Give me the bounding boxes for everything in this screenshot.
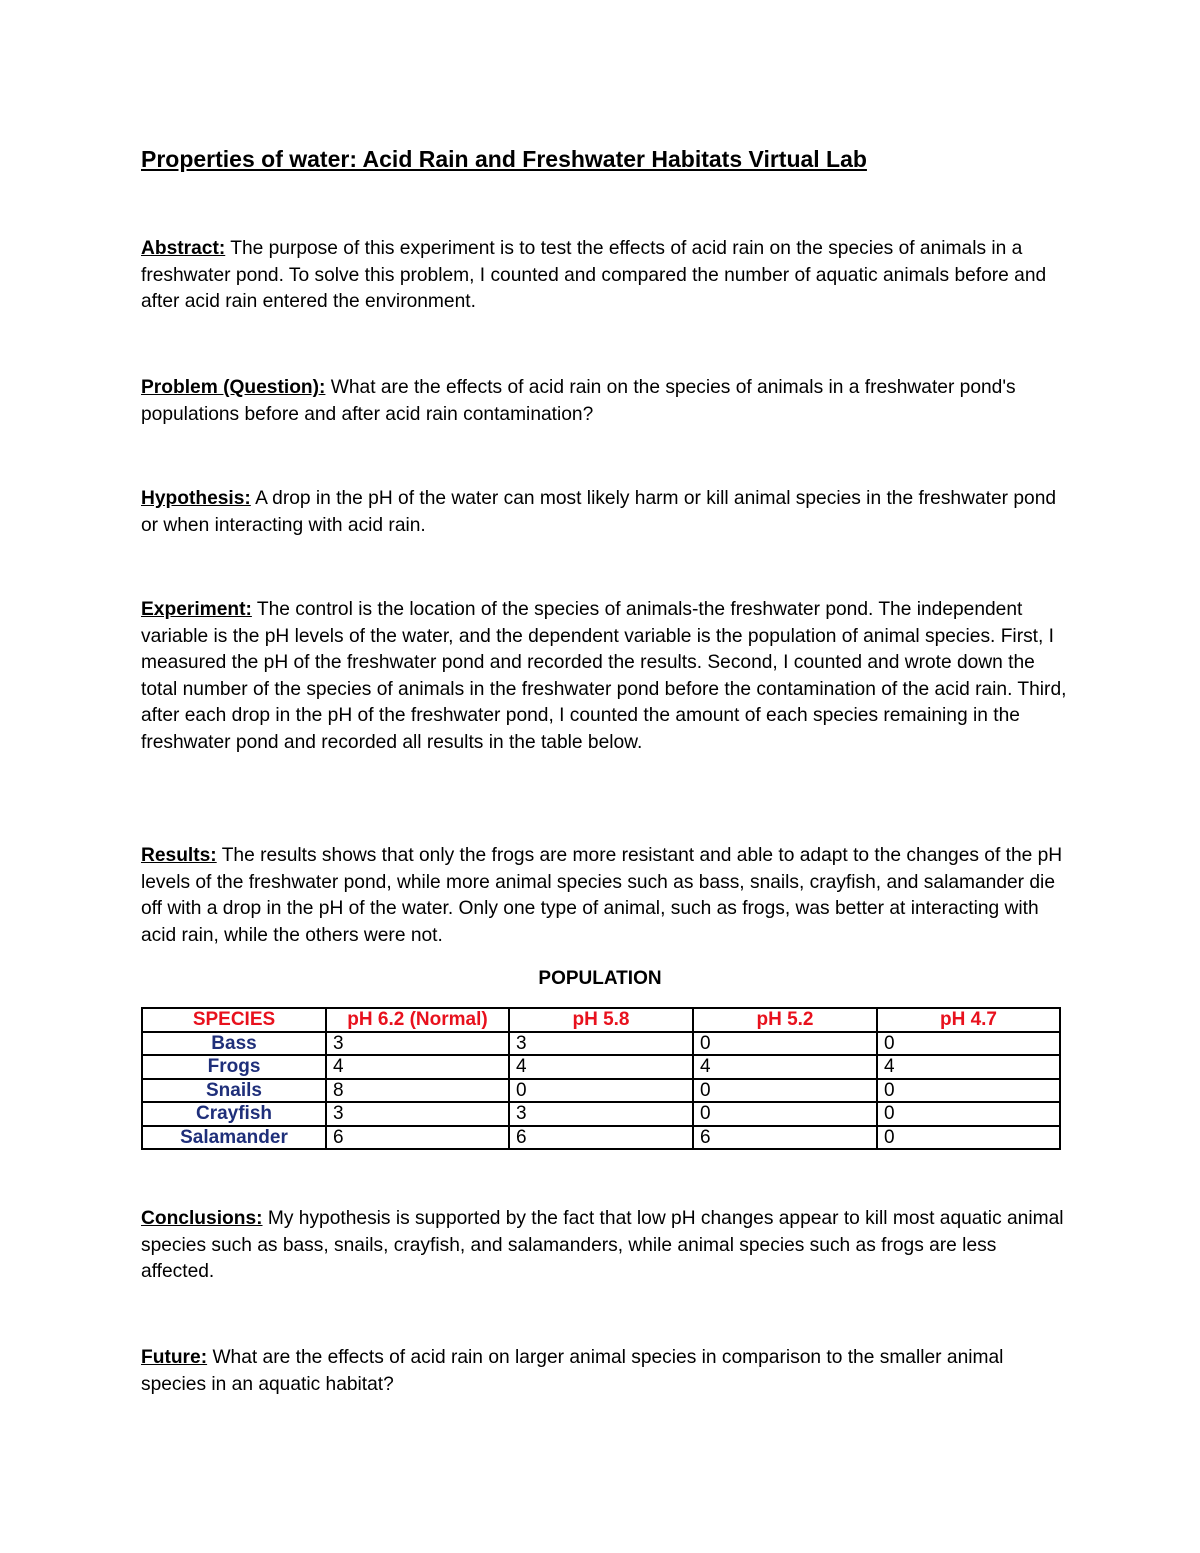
experiment-label: Experiment: — [141, 599, 252, 620]
count-cell: 0 — [877, 1126, 1060, 1150]
results-section — [141, 843, 1071, 949]
header-species: SPECIES — [142, 1008, 326, 1032]
abstract-label: Abstract: — [141, 238, 226, 259]
count-cell: 3 — [509, 1032, 693, 1056]
count-cell: 0 — [693, 1079, 877, 1103]
abstract-text: The purpose of this experiment is to test the effects of acid rain on the species of animals in a freshwater pond. To solve this problem, I counted and compared the number of aquatic animals before and after acid rain entered the environment. — [141, 238, 1047, 312]
table-row — [142, 1055, 1060, 1079]
count-cell: 3 — [509, 1102, 693, 1126]
future-section — [141, 1345, 1071, 1398]
count-cell: 4 — [326, 1055, 509, 1079]
count-cell: 0 — [693, 1032, 877, 1056]
species-cell: Crayfish — [142, 1102, 326, 1126]
species-cell: Snails — [142, 1079, 326, 1103]
count-cell: 0 — [509, 1079, 693, 1103]
header-ph-5-2: pH 5.2 — [693, 1008, 877, 1032]
count-cell: 4 — [509, 1055, 693, 1079]
table-row — [142, 1079, 1060, 1103]
count-cell: 0 — [693, 1102, 877, 1126]
table-row — [142, 1102, 1060, 1126]
population-table — [141, 1007, 1061, 1150]
hypothesis-text: A drop in the pH of the water can most likely harm or kill animal species in the freshwater pond or when interacting with acid rain. — [141, 488, 1057, 536]
count-cell: 0 — [877, 1102, 1060, 1126]
conclusions-section — [141, 1206, 1071, 1286]
header-ph-4-7: pH 4.7 — [877, 1008, 1060, 1032]
abstract-section — [141, 236, 1071, 316]
header-ph-6-2: pH 6.2 (Normal) — [326, 1008, 509, 1032]
table-row — [142, 1126, 1060, 1150]
species-cell: Bass — [142, 1032, 326, 1056]
table-row — [142, 1032, 1060, 1056]
count-cell: 0 — [877, 1079, 1060, 1103]
hypothesis-label: Hypothesis: — [141, 488, 251, 509]
species-cell: Salamander — [142, 1126, 326, 1150]
experiment-text: The control is the location of the species of animals-the freshwater pond. The independent variable is the pH levels of the water, and the dependent variable is the population of animal species. First, I measured the pH of the freshwater pond and recorded the results. Second, I counted and wrote down the total number of the species of animals in the freshwater pond before the contamination of the acid rain. Third, after each drop in the pH of the freshwater pond, I counted the amount of each species remaining in the freshwater pond and recorded all results in the table below. — [141, 599, 1067, 753]
conclusions-text: My hypothesis is supported by the fact that low pH changes appear to kill most aquatic animal species such as bass, snails, crayfish, and salamanders, while animal species such as frogs are less affected. — [141, 1208, 1064, 1282]
table-header-row — [142, 1008, 1060, 1032]
count-cell: 4 — [877, 1055, 1060, 1079]
count-cell: 6 — [693, 1126, 877, 1150]
header-ph-5-8: pH 5.8 — [509, 1008, 693, 1032]
count-cell: 3 — [326, 1102, 509, 1126]
results-label: Results: — [141, 845, 217, 866]
count-cell: 4 — [693, 1055, 877, 1079]
species-cell: Frogs — [142, 1055, 326, 1079]
conclusions-label: Conclusions: — [141, 1208, 263, 1229]
problem-label: Problem (Question): — [141, 377, 326, 398]
problem-text: What are the effects of acid rain on the species of animals in a freshwater pond's populations before and after acid rain contamination? — [141, 377, 1016, 425]
future-text: What are the effects of acid rain on larger animal species in comparison to the smaller animal species in an aquatic habitat? — [141, 1347, 1004, 1395]
count-cell: 8 — [326, 1079, 509, 1103]
population-heading: POPULATION — [538, 968, 662, 989]
count-cell: 0 — [877, 1032, 1060, 1056]
results-text: The results shows that only the frogs are more resistant and able to adapt to the changes of the pH levels of the freshwater pond, while more animal species such as bass, snails, crayfish, and salamander die off with a drop in the pH of the water. Only one type of animal, such as frogs, was better at interacting with acid rain, while the others were not. — [141, 845, 1063, 946]
count-cell: 3 — [326, 1032, 509, 1056]
count-cell: 6 — [326, 1126, 509, 1150]
experiment-section — [141, 597, 1071, 756]
document-title: Properties of water: Acid Rain and Freshwater Habitats Virtual Lab — [141, 146, 867, 172]
hypothesis-section — [141, 486, 1071, 539]
future-label: Future: — [141, 1347, 208, 1368]
problem-section — [141, 375, 1071, 428]
count-cell: 6 — [509, 1126, 693, 1150]
